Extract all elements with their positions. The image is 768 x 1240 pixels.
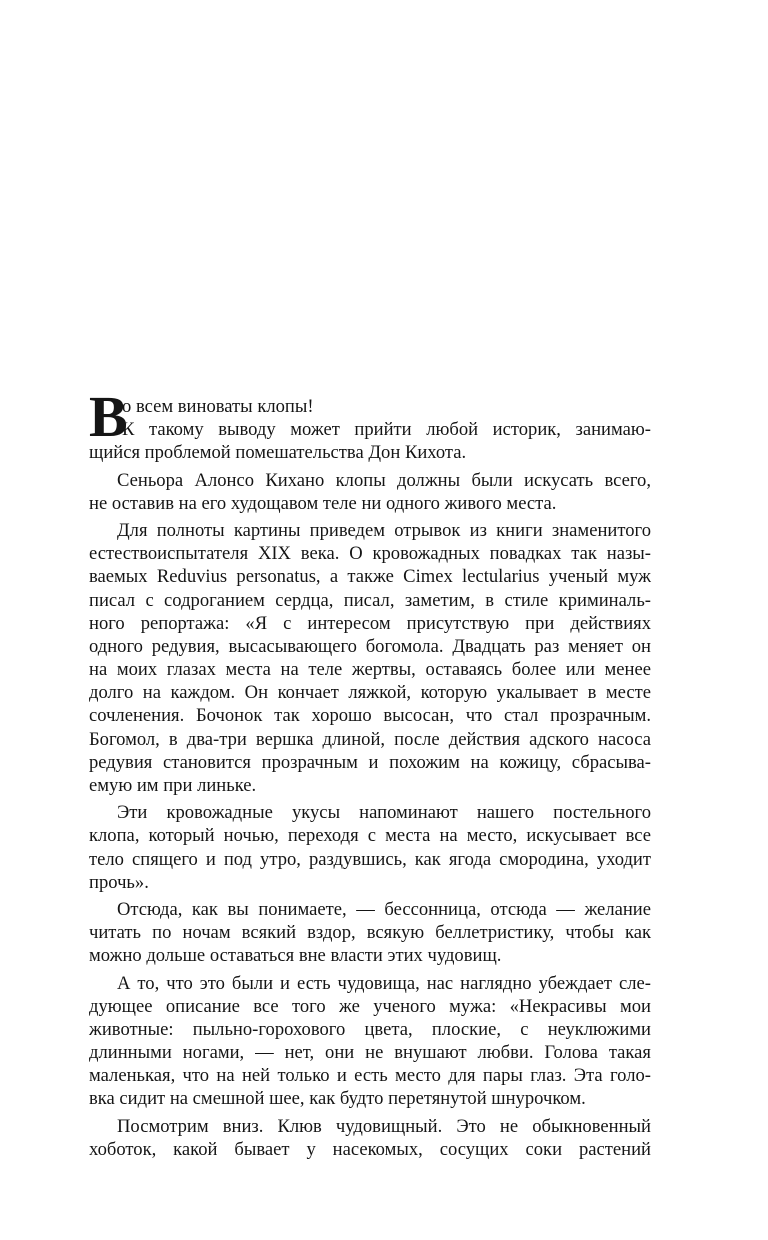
text-line: клопа, который ночью, переходя с места на место, искусывает все xyxy=(89,825,651,847)
text-line: животные: пыльно-горохового цвета, плоские, с неуклюжими xyxy=(89,1018,651,1040)
text-line: читать по ночам всякий вздор, всякую беллетристику, чтобы как xyxy=(89,922,651,944)
text-line: долго на каждом. Он кончает ляжкой, которую укалывает в месте xyxy=(89,682,651,704)
text-line: А то, что это были и есть чудовища, нас наглядно убеждает сле- xyxy=(117,972,651,994)
text-line: Посмотрим вниз. Клюв чудовищный. Это не обыкновенный xyxy=(117,1115,651,1137)
paragraph-3 xyxy=(89,519,651,797)
paragraph-7 xyxy=(89,1115,651,1161)
drop-cap: В xyxy=(89,384,128,449)
text-line: емую им при линьке. xyxy=(89,775,257,796)
paragraph-2 xyxy=(89,469,651,515)
paragraph-6 xyxy=(89,972,651,1111)
text-line: сочленения. Бочонок так хорошо высосан, что стал прозрачным. xyxy=(89,705,651,727)
text-line: прочь». xyxy=(89,871,149,893)
text-line: о всем виноваты клопы! xyxy=(122,396,314,417)
text-line: ного репортажа: «Я с интересом присутствую при действиях xyxy=(89,612,651,634)
text-line: Эти кровожадные укусы напоминают нашего постельного xyxy=(117,802,651,824)
paragraph-4 xyxy=(89,801,651,894)
text-line: естествоиспытателя XIX века. О кровожадных повадках так назы- xyxy=(89,543,651,565)
text-line: Богомол, в два-три вершка длиной, после действия адского насоса xyxy=(89,728,651,750)
text-line: редувия становится прозрачным и похожим на кожицу, сбрасыва- xyxy=(89,751,651,773)
text-line: хоботок, какой бывает у насекомых, сосущих соки растений xyxy=(89,1138,651,1160)
text-line: писал с содроганием сердца, писал, заметим, в стиле криминаль- xyxy=(89,589,651,611)
text-line: дующее описание все того же ученого мужа: «Некрасивы мои xyxy=(89,995,651,1017)
text-line: Для полноты картины приведем отрывок из книги знаменитого xyxy=(117,519,651,541)
text-line: Отсюда, как вы понимаете, — бессонница, отсюда — желание xyxy=(117,898,651,920)
text-line: ваемых Reduvius personatus, а также Cimex lectularius ученый муж xyxy=(89,566,651,588)
text-line: на моих глазах места на теле жертвы, оставаясь более или менее xyxy=(89,659,651,681)
text-line: щийся проблемой помешательства Дон Кихота. xyxy=(89,442,467,464)
text-line: не оставив на его худощавом теле ни одного живого места. xyxy=(89,492,557,514)
text-line: вка сидит на смешной шее, как будто перетянутой шнурочком. xyxy=(89,1088,586,1110)
body-text xyxy=(89,384,651,1165)
paragraph-1 xyxy=(89,384,651,465)
text-line: одного редувия, высасывающего богомола. Двадцать раз меняет он xyxy=(89,635,651,657)
paragraph-5 xyxy=(89,898,651,968)
text-line: маленькая, что на ней только и есть место для пары глаз. Эта голо- xyxy=(89,1065,651,1087)
text-line: длинными ногами, — нет, они не внушают любви. Голова такая xyxy=(89,1042,651,1064)
text-line: Сеньора Алонсо Кихано клопы должны были искусать всего, xyxy=(117,469,651,491)
text-line: можно дольше оставаться вне власти этих чудовищ. xyxy=(89,945,502,967)
text-line: тело спящего и под утро, раздувшись, как ягода смородина, уходит xyxy=(89,848,651,870)
text-line: К такому выводу может прийти любой историк, занимаю- xyxy=(122,419,651,441)
